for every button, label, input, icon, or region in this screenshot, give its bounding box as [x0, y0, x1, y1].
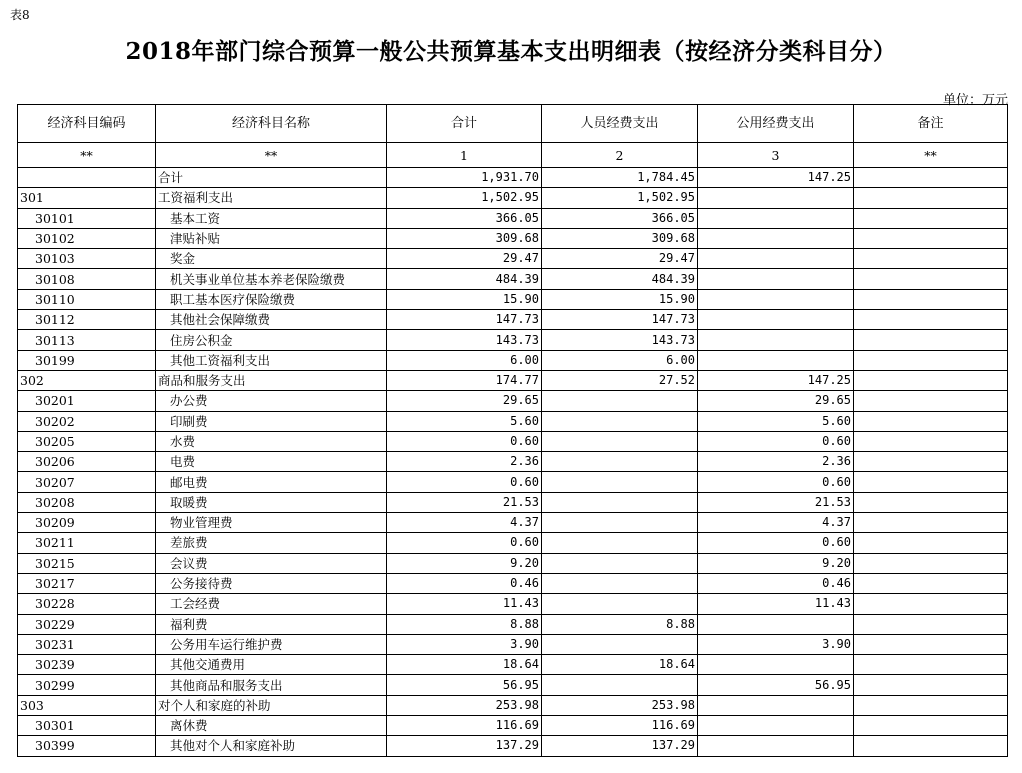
code-cell: 30228 [18, 594, 156, 614]
public-cell [698, 350, 854, 370]
code-cell: 30205 [18, 431, 156, 451]
name-cell: 对个人和家庭的补助 [156, 695, 387, 715]
note-cell [854, 370, 1008, 390]
code-cell: 30102 [18, 228, 156, 248]
public-cell: 9.20 [698, 553, 854, 573]
total-cell: 29.47 [387, 249, 542, 269]
header-public: 公用经费支出 [698, 105, 854, 143]
personnel-cell [542, 573, 698, 593]
personnel-cell [542, 675, 698, 695]
name-cell: 印刷费 [156, 411, 387, 431]
public-cell: 147.25 [698, 370, 854, 390]
note-cell [854, 736, 1008, 756]
code-cell: 30201 [18, 391, 156, 411]
note-cell [854, 492, 1008, 512]
index-cell: 2 [542, 143, 698, 168]
table-row [18, 533, 1008, 553]
table-number: 表8 [10, 8, 30, 22]
total-cell: 253.98 [387, 695, 542, 715]
total-cell: 147.73 [387, 310, 542, 330]
table-row [18, 350, 1008, 370]
note-cell [854, 675, 1008, 695]
code-cell: 30211 [18, 533, 156, 553]
note-cell [854, 431, 1008, 451]
table-row [18, 452, 1008, 472]
table-row [18, 188, 1008, 208]
total-cell: 0.46 [387, 573, 542, 593]
personnel-cell [542, 411, 698, 431]
personnel-cell: 8.88 [542, 614, 698, 634]
note-cell [854, 168, 1008, 188]
personnel-cell: 253.98 [542, 695, 698, 715]
personnel-cell [542, 634, 698, 654]
table-row [18, 573, 1008, 593]
total-cell: 29.65 [387, 391, 542, 411]
note-cell [854, 655, 1008, 675]
header-total: 合计 [387, 105, 542, 143]
table-row [18, 249, 1008, 269]
total-cell: 6.00 [387, 350, 542, 370]
name-cell: 办公费 [156, 391, 387, 411]
personnel-cell [542, 431, 698, 451]
note-cell [854, 594, 1008, 614]
table-row [18, 675, 1008, 695]
note-cell [854, 634, 1008, 654]
personnel-cell: 116.69 [542, 716, 698, 736]
table-row [18, 655, 1008, 675]
name-cell: 取暖费 [156, 492, 387, 512]
total-cell: 21.53 [387, 492, 542, 512]
public-cell [698, 655, 854, 675]
code-cell: 30301 [18, 716, 156, 736]
total-cell: 2.36 [387, 452, 542, 472]
header-note: 备注 [854, 105, 1008, 143]
personnel-cell: 15.90 [542, 289, 698, 309]
code-cell: 301 [18, 188, 156, 208]
table-row [18, 716, 1008, 736]
personnel-cell [542, 492, 698, 512]
public-cell: 0.60 [698, 533, 854, 553]
code-cell: 30215 [18, 553, 156, 573]
public-cell: 21.53 [698, 492, 854, 512]
total-cell: 4.37 [387, 513, 542, 533]
header-personnel: 人员经费支出 [542, 105, 698, 143]
page-title: 2018年部门综合预算一般公共预算基本支出明细表（按经济分类科目分） [125, 38, 897, 65]
total-cell: 18.64 [387, 655, 542, 675]
public-cell [698, 310, 854, 330]
public-cell: 3.90 [698, 634, 854, 654]
note-cell [854, 614, 1008, 634]
index-cell: ** [18, 143, 156, 168]
public-cell: 56.95 [698, 675, 854, 695]
name-cell: 水费 [156, 431, 387, 451]
table-row [18, 310, 1008, 330]
public-cell [698, 614, 854, 634]
note-cell [854, 573, 1008, 593]
total-cell: 366.05 [387, 208, 542, 228]
personnel-cell: 1,502.95 [542, 188, 698, 208]
total-cell: 9.20 [387, 553, 542, 573]
note-cell [854, 452, 1008, 472]
note-cell [854, 289, 1008, 309]
name-cell: 基本工资 [156, 208, 387, 228]
personnel-cell: 29.47 [542, 249, 698, 269]
name-cell: 工会经费 [156, 594, 387, 614]
name-cell: 机关事业单位基本养老保险缴费 [156, 269, 387, 289]
personnel-cell [542, 594, 698, 614]
note-cell [854, 411, 1008, 431]
public-cell: 29.65 [698, 391, 854, 411]
personnel-cell: 1,784.45 [542, 168, 698, 188]
code-cell: 30209 [18, 513, 156, 533]
personnel-cell: 137.29 [542, 736, 698, 756]
public-cell: 0.60 [698, 472, 854, 492]
name-cell: 奖金 [156, 249, 387, 269]
code-cell: 30113 [18, 330, 156, 350]
total-cell: 1,502.95 [387, 188, 542, 208]
total-cell: 56.95 [387, 675, 542, 695]
table-row [18, 411, 1008, 431]
note-cell [854, 716, 1008, 736]
code-cell: 30217 [18, 573, 156, 593]
public-cell [698, 330, 854, 350]
code-cell [18, 168, 156, 188]
table-row [18, 472, 1008, 492]
note-cell [854, 310, 1008, 330]
name-cell: 其他对个人和家庭补助 [156, 736, 387, 756]
personnel-cell: 147.73 [542, 310, 698, 330]
total-cell: 0.60 [387, 533, 542, 553]
name-cell: 职工基本医疗保险缴费 [156, 289, 387, 309]
table-row [18, 695, 1008, 715]
name-cell: 商品和服务支出 [156, 370, 387, 390]
public-cell [698, 188, 854, 208]
note-cell [854, 188, 1008, 208]
public-cell [698, 269, 854, 289]
total-cell: 11.43 [387, 594, 542, 614]
header-row [18, 105, 1008, 143]
note-cell [854, 472, 1008, 492]
code-cell: 30399 [18, 736, 156, 756]
public-cell [698, 695, 854, 715]
name-cell: 福利费 [156, 614, 387, 634]
code-cell: 30112 [18, 310, 156, 330]
code-cell: 30231 [18, 634, 156, 654]
code-cell: 303 [18, 695, 156, 715]
index-cell: ** [854, 143, 1008, 168]
table-row [18, 431, 1008, 451]
note-cell [854, 249, 1008, 269]
table-row [18, 168, 1008, 188]
total-cell: 143.73 [387, 330, 542, 350]
personnel-cell [542, 452, 698, 472]
name-cell: 合计 [156, 168, 387, 188]
public-cell: 4.37 [698, 513, 854, 533]
total-cell: 174.77 [387, 370, 542, 390]
note-cell [854, 228, 1008, 248]
name-cell: 会议费 [156, 553, 387, 573]
name-cell: 物业管理费 [156, 513, 387, 533]
table-body [18, 168, 1008, 757]
public-cell: 11.43 [698, 594, 854, 614]
table-row [18, 594, 1008, 614]
table-row [18, 330, 1008, 350]
table-row [18, 269, 1008, 289]
name-cell: 公务用车运行维护费 [156, 634, 387, 654]
personnel-cell [542, 553, 698, 573]
index-cell: ** [156, 143, 387, 168]
note-cell [854, 513, 1008, 533]
total-cell: 137.29 [387, 736, 542, 756]
personnel-cell: 6.00 [542, 350, 698, 370]
table-row [18, 634, 1008, 654]
code-cell: 30199 [18, 350, 156, 370]
personnel-cell [542, 533, 698, 553]
note-cell [854, 208, 1008, 228]
code-cell: 30202 [18, 411, 156, 431]
table-row [18, 736, 1008, 756]
table-row [18, 492, 1008, 512]
note-cell [854, 330, 1008, 350]
header-name: 经济科目名称 [156, 105, 387, 143]
total-cell: 1,931.70 [387, 168, 542, 188]
total-cell: 5.60 [387, 411, 542, 431]
total-cell: 3.90 [387, 634, 542, 654]
public-cell: 0.46 [698, 573, 854, 593]
personnel-cell: 27.52 [542, 370, 698, 390]
public-cell [698, 289, 854, 309]
total-cell: 484.39 [387, 269, 542, 289]
name-cell: 津贴补贴 [156, 228, 387, 248]
total-cell: 8.88 [387, 614, 542, 634]
name-cell: 住房公积金 [156, 330, 387, 350]
personnel-cell [542, 513, 698, 533]
code-cell: 30299 [18, 675, 156, 695]
code-cell: 30108 [18, 269, 156, 289]
personnel-cell: 143.73 [542, 330, 698, 350]
index-row [18, 143, 1008, 168]
note-cell [854, 553, 1008, 573]
code-cell: 30110 [18, 289, 156, 309]
total-cell: 15.90 [387, 289, 542, 309]
public-cell [698, 208, 854, 228]
public-cell: 2.36 [698, 452, 854, 472]
table-row [18, 370, 1008, 390]
table-row [18, 391, 1008, 411]
name-cell: 公务接待费 [156, 573, 387, 593]
name-cell: 其他交通费用 [156, 655, 387, 675]
name-cell: 其他工资福利支出 [156, 350, 387, 370]
total-cell: 116.69 [387, 716, 542, 736]
total-cell: 0.60 [387, 431, 542, 451]
note-cell [854, 695, 1008, 715]
code-cell: 30229 [18, 614, 156, 634]
code-cell: 30103 [18, 249, 156, 269]
code-cell: 30207 [18, 472, 156, 492]
personnel-cell: 309.68 [542, 228, 698, 248]
public-cell: 5.60 [698, 411, 854, 431]
note-cell [854, 269, 1008, 289]
name-cell: 差旅费 [156, 533, 387, 553]
header-code: 经济科目编码 [18, 105, 156, 143]
name-cell: 电费 [156, 452, 387, 472]
name-cell: 工资福利支出 [156, 188, 387, 208]
code-cell: 30206 [18, 452, 156, 472]
table-row [18, 228, 1008, 248]
note-cell [854, 350, 1008, 370]
table-row [18, 513, 1008, 533]
table-row [18, 553, 1008, 573]
public-cell: 0.60 [698, 431, 854, 451]
personnel-cell: 18.64 [542, 655, 698, 675]
personnel-cell: 366.05 [542, 208, 698, 228]
public-cell [698, 716, 854, 736]
public-cell [698, 228, 854, 248]
code-cell: 302 [18, 370, 156, 390]
code-cell: 30208 [18, 492, 156, 512]
index-cell: 3 [698, 143, 854, 168]
note-cell [854, 533, 1008, 553]
note-cell [854, 391, 1008, 411]
personnel-cell [542, 472, 698, 492]
code-cell: 30101 [18, 208, 156, 228]
table-row [18, 289, 1008, 309]
name-cell: 邮电费 [156, 472, 387, 492]
table-row [18, 614, 1008, 634]
table-row [18, 208, 1008, 228]
name-cell: 其他商品和服务支出 [156, 675, 387, 695]
total-cell: 309.68 [387, 228, 542, 248]
personnel-cell: 484.39 [542, 269, 698, 289]
public-cell [698, 249, 854, 269]
budget-table [17, 104, 1008, 757]
personnel-cell [542, 391, 698, 411]
public-cell [698, 736, 854, 756]
name-cell: 离休费 [156, 716, 387, 736]
public-cell: 147.25 [698, 168, 854, 188]
unit-label: 单位：万元 [942, 93, 1008, 108]
index-cell: 1 [387, 143, 542, 168]
total-cell: 0.60 [387, 472, 542, 492]
name-cell: 其他社会保障缴费 [156, 310, 387, 330]
code-cell: 30239 [18, 655, 156, 675]
